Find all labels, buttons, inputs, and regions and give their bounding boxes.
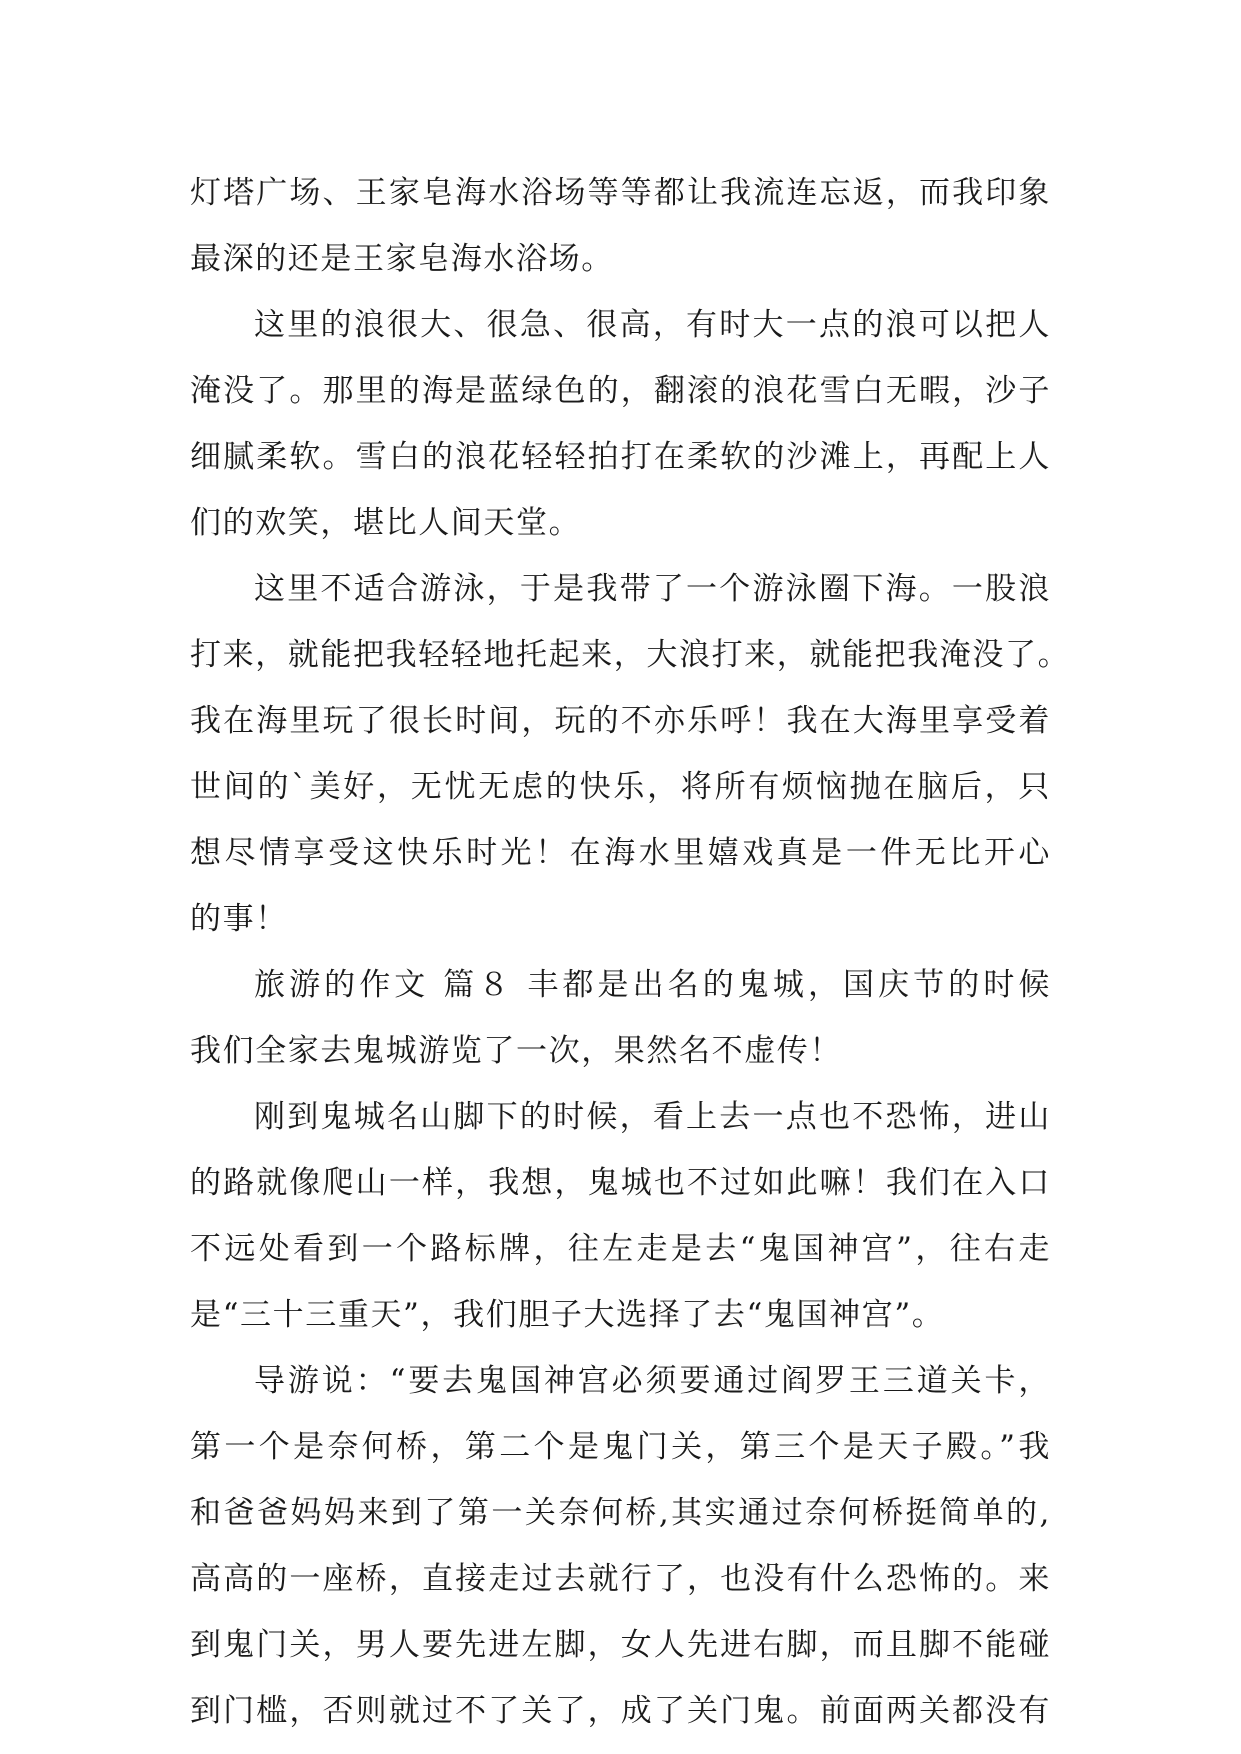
text-line: 这里不适合游泳，于是我带了一个游泳圈下海。一股浪 — [254, 571, 1051, 607]
text-line: 到门槛，否则就过不了关了，成了关门鬼。前面两关都没有 — [190, 1693, 1051, 1729]
text-line: 我们全家去鬼城游览了一次，果然名不虚传！ — [190, 1033, 842, 1069]
body-text — [190, 160, 1071, 1744]
text-line: 细腻柔软。雪白的浪花轻轻拍打在柔软的沙滩上，再配上人 — [190, 439, 1051, 475]
text-line: 灯塔广场、王家皂海水浴场等等都让我流连忘返，而我印象 — [190, 175, 1051, 211]
text-line: 高高的一座桥，直接走过去就行了，也没有什么恐怖的。来 — [190, 1561, 1051, 1597]
text-line: 打来，就能把我轻轻地托起来，大浪打来，就能把我淹没了。 — [190, 637, 1071, 673]
text-line: 不远处看到一个路标牌，往左走是去“鬼国神宫”，往右走 — [190, 1231, 1051, 1267]
text-line: 导游说：“要去鬼国神宫必须要通过阎罗王三道关卡， — [254, 1363, 1051, 1399]
text-line: 想尽情享受这快乐时光！在海水里嬉戏真是一件无比开心 — [190, 835, 1051, 871]
text-line: 这里的浪很大、很急、很高，有时大一点的浪可以把人 — [254, 307, 1051, 343]
text-line: 到鬼门关，男人要先进左脚，女人先进右脚，而且脚不能碰 — [190, 1627, 1051, 1663]
text-line: 的路就像爬山一样，我想，鬼城也不过如此嘛！我们在入口 — [190, 1165, 1051, 1201]
text-line: 我在海里玩了很长时间，玩的不亦乐呼！我在大海里享受着 — [190, 703, 1051, 739]
text-line: 们的欢笑，堪比人间天堂。 — [190, 505, 582, 541]
text-line: 的事！ — [190, 901, 288, 937]
text-line: 和爸爸妈妈来到了第一关奈何桥,其实通过奈何桥挺简单的, — [190, 1495, 1051, 1531]
text-line: 世间的`美好，无忧无虑的快乐，将所有烦恼抛在脑后，只 — [190, 769, 1051, 805]
text-line: 第一个是奈何桥，第二个是鬼门关，第三个是天子殿。”我 — [190, 1429, 1051, 1465]
text-line: 最深的还是王家皂海水浴场。 — [190, 241, 614, 277]
text-line: 淹没了。那里的海是蓝绿色的，翻滚的浪花雪白无暇，沙子 — [190, 373, 1051, 409]
text-line: 是“三十三重天”，我们胆子大选择了去“鬼国神宫”。 — [190, 1297, 945, 1333]
section-heading-line: 旅游的作文 篇８ 丰都是出名的鬼城，国庆节的时候 — [254, 967, 1051, 1003]
text-line: 刚到鬼城名山脚下的时候，看上去一点也不恐怖，进山 — [254, 1099, 1051, 1135]
